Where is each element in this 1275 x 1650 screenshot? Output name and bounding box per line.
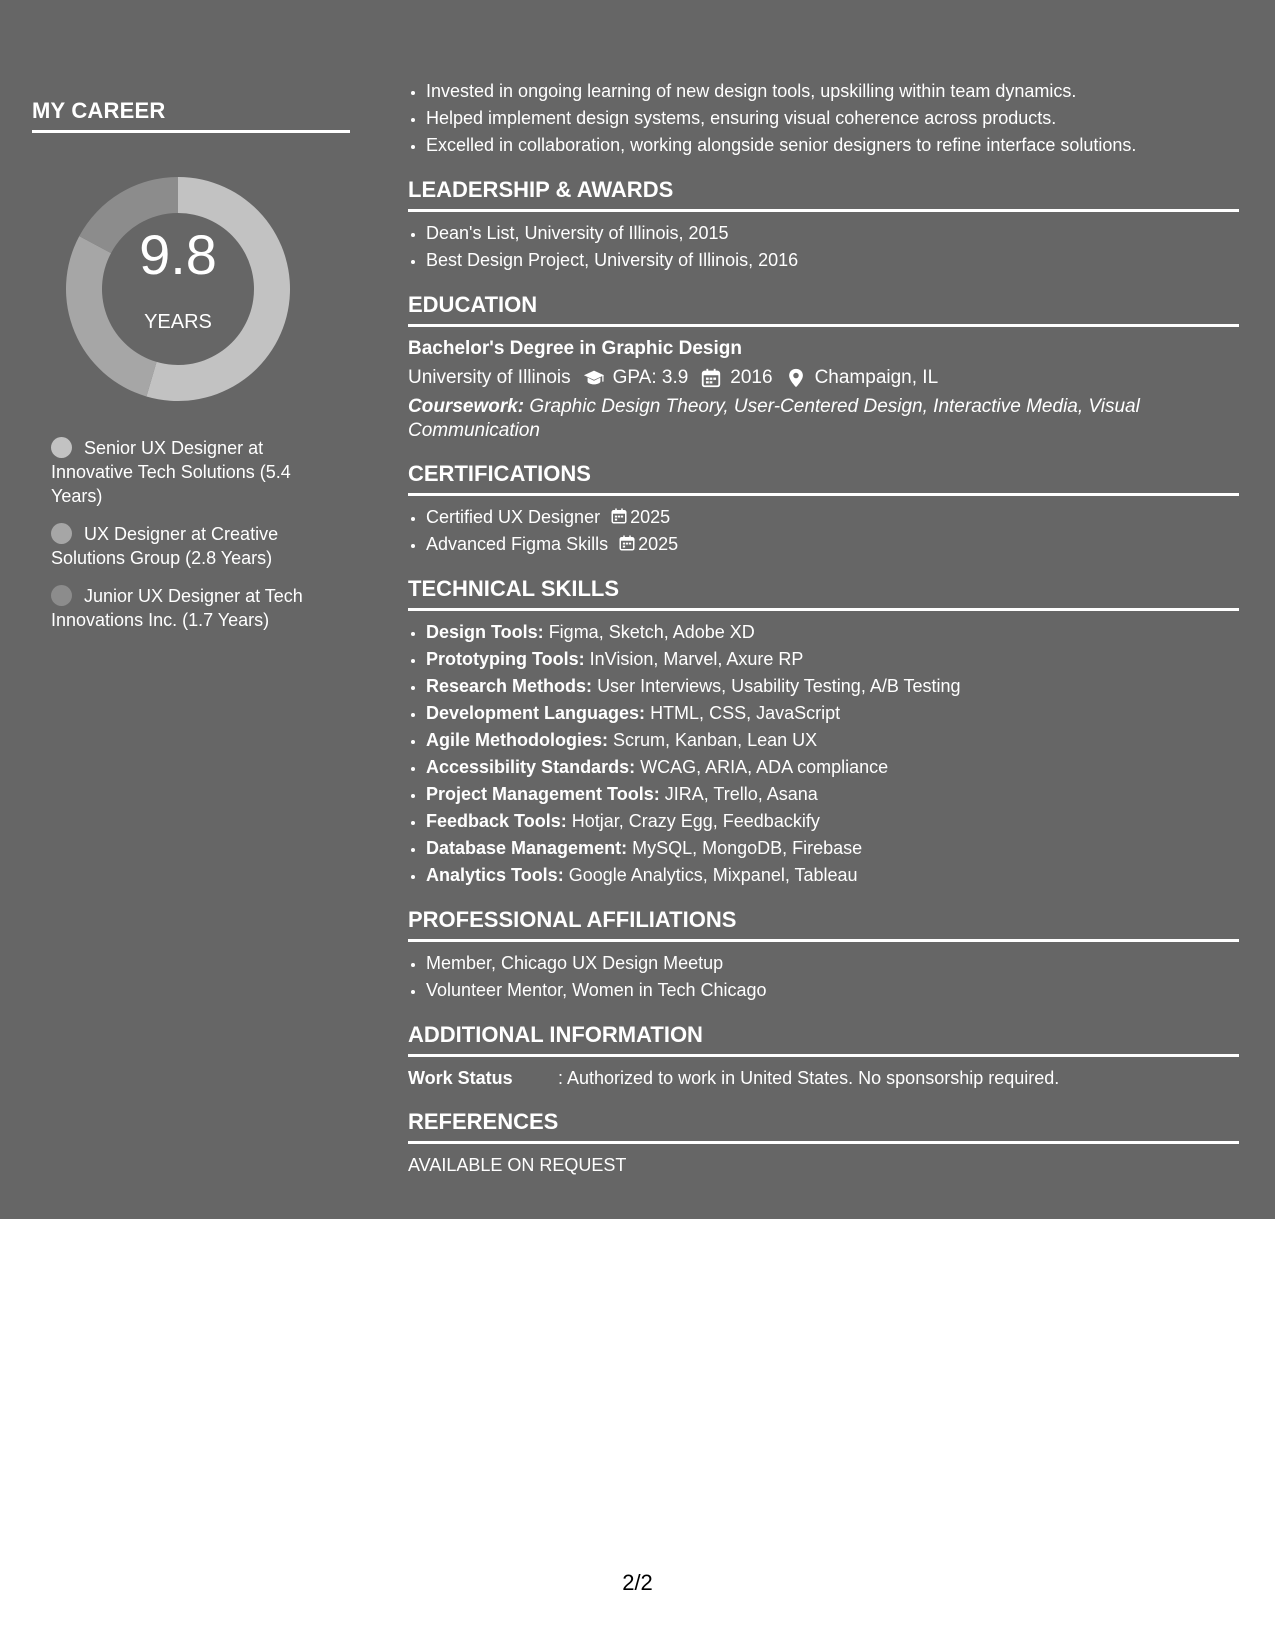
calendar-icon (700, 367, 722, 389)
legend-label: UX Designer at Creative Solutions Group (2.8 Years) (51, 524, 279, 568)
education-year: 2016 (730, 367, 773, 388)
skill-label: Design Tools: (426, 622, 544, 642)
calendar-icon (610, 507, 628, 525)
list-item (426, 727, 1239, 754)
skill-value: WCAG, ARIA, ADA compliance (640, 757, 889, 777)
additional-heading: ADDITIONAL INFORMATION (408, 1022, 703, 1047)
skill-value: User Interviews, Usability Testing, A/B Testing (597, 676, 961, 696)
section-rule (408, 608, 1239, 611)
skill-label: Analytics Tools: (426, 865, 564, 885)
skill-value: Figma, Sketch, Adobe XD (548, 622, 755, 642)
certification-year: 2025 (638, 534, 679, 554)
career-heading: MY CAREER (32, 98, 166, 123)
certification-year: 2025 (630, 507, 671, 527)
skill-value: HTML, CSS, JavaScript (650, 703, 841, 723)
section-rule (408, 209, 1239, 212)
skill-value: MySQL, MongoDB, Firebase (632, 838, 863, 858)
skill-label: Accessibility Standards: (426, 757, 636, 777)
education-school: University of Illinois (408, 367, 571, 388)
list-item: • Excelled in collaboration, working alongside senior designers to refine interface solutions. (426, 132, 1239, 159)
legend-item (51, 522, 321, 570)
total-years-label: YEARS (144, 311, 212, 333)
skill-value: Scrum, Kanban, Lean UX (613, 730, 818, 750)
certifications-list (408, 504, 1239, 558)
skill-label: Project Management Tools: (426, 784, 660, 804)
skill-label: Agile Methodologies: (426, 730, 608, 750)
skill-label: Development Languages: (426, 703, 646, 723)
list-item: • Invested in ongoing learning of new design tools, upskilling within team dynamics. (426, 78, 1239, 105)
coursework-text: Graphic Design Theory, User-Centered Design, Interactive Media, Visual Communication (408, 396, 1140, 441)
list-item (426, 646, 1239, 673)
experience-bullets (408, 78, 1239, 159)
education-location: Champaign, IL (814, 367, 939, 388)
calendar-icon (618, 534, 636, 552)
map-pin-icon (785, 367, 807, 389)
skill-label: Database Management: (426, 838, 628, 858)
education-coursework (408, 395, 1239, 443)
section-rule (408, 324, 1239, 327)
list-item (426, 531, 1239, 558)
list-item (426, 754, 1239, 781)
list-item: • Dean's List, University of Illinois, 2015 (426, 220, 1239, 247)
skill-label: Feedback Tools: (426, 811, 567, 831)
affiliations-heading: PROFESSIONAL AFFILIATIONS (408, 907, 737, 932)
skill-value: InVision, Marvel, Axure RP (589, 649, 804, 669)
section-rule (408, 493, 1239, 496)
legend-swatch (51, 523, 72, 544)
career-legend (51, 436, 321, 646)
skill-label: Research Methods: (426, 676, 593, 696)
education-meta (408, 363, 1239, 393)
career-heading-rule (32, 130, 350, 133)
list-item: • Volunteer Mentor, Women in Tech Chicago (426, 977, 1239, 1004)
list-item (426, 835, 1239, 862)
affiliations-list (408, 950, 1239, 1004)
skill-label: Prototyping Tools: (426, 649, 585, 669)
list-item (426, 808, 1239, 835)
references-text: AVAILABLE ON REQUEST (408, 1155, 627, 1175)
page-number: 2/2 (622, 1570, 653, 1595)
legend-item (51, 436, 321, 508)
work-status-row (408, 1065, 1239, 1091)
list-item (426, 781, 1239, 808)
legend-label: Senior UX Designer at Innovative Tech Solutions (5.4 Years) (51, 438, 291, 506)
list-item (426, 700, 1239, 727)
skill-value: JIRA, Trello, Asana (664, 784, 818, 804)
certification-name: Advanced Figma Skills (426, 534, 609, 554)
certification-name: Certified UX Designer (426, 507, 601, 527)
graduation-cap-icon (583, 367, 605, 389)
main-content (408, 78, 1239, 1178)
references-heading: REFERENCES (408, 1109, 559, 1134)
list-item (426, 862, 1239, 889)
list-item: • Best Design Project, University of Illinois, 2016 (426, 247, 1239, 274)
work-status-value: : Authorized to work in United States. No sponsorship required. (558, 1068, 1060, 1088)
section-rule (408, 939, 1239, 942)
career-donut-chart (66, 177, 290, 401)
legend-swatch (51, 585, 72, 606)
skills-heading: TECHNICAL SKILLS (408, 576, 620, 601)
education-heading: EDUCATION (408, 292, 538, 317)
legend-item (51, 584, 321, 632)
education-degree: Bachelor's Degree in Graphic Design (408, 338, 742, 359)
leadership-list (408, 220, 1239, 274)
list-item (426, 619, 1239, 646)
section-rule (408, 1054, 1239, 1057)
list-item (426, 504, 1239, 531)
coursework-label: Coursework: (408, 396, 525, 417)
certifications-heading: CERTIFICATIONS (408, 461, 591, 486)
list-item: • Member, Chicago UX Design Meetup (426, 950, 1239, 977)
skills-list (408, 619, 1239, 889)
skill-value: Hotjar, Crazy Egg, Feedbackify (571, 811, 820, 831)
legend-label: Junior UX Designer at Tech Innovations Inc. (1.7 Years) (51, 586, 303, 630)
total-years-value: 9.8 (139, 223, 217, 286)
work-status-label: Work Status (408, 1068, 513, 1088)
career-donut-svg (66, 177, 290, 401)
list-item (426, 673, 1239, 700)
education-gpa: GPA: 3.9 (612, 367, 689, 388)
legend-swatch (51, 437, 72, 458)
section-rule (408, 1141, 1239, 1144)
leadership-heading: LEADERSHIP & AWARDS (408, 177, 674, 202)
list-item: • Helped implement design systems, ensuring visual coherence across products. (426, 105, 1239, 132)
skill-value: Google Analytics, Mixpanel, Tableau (568, 865, 858, 885)
